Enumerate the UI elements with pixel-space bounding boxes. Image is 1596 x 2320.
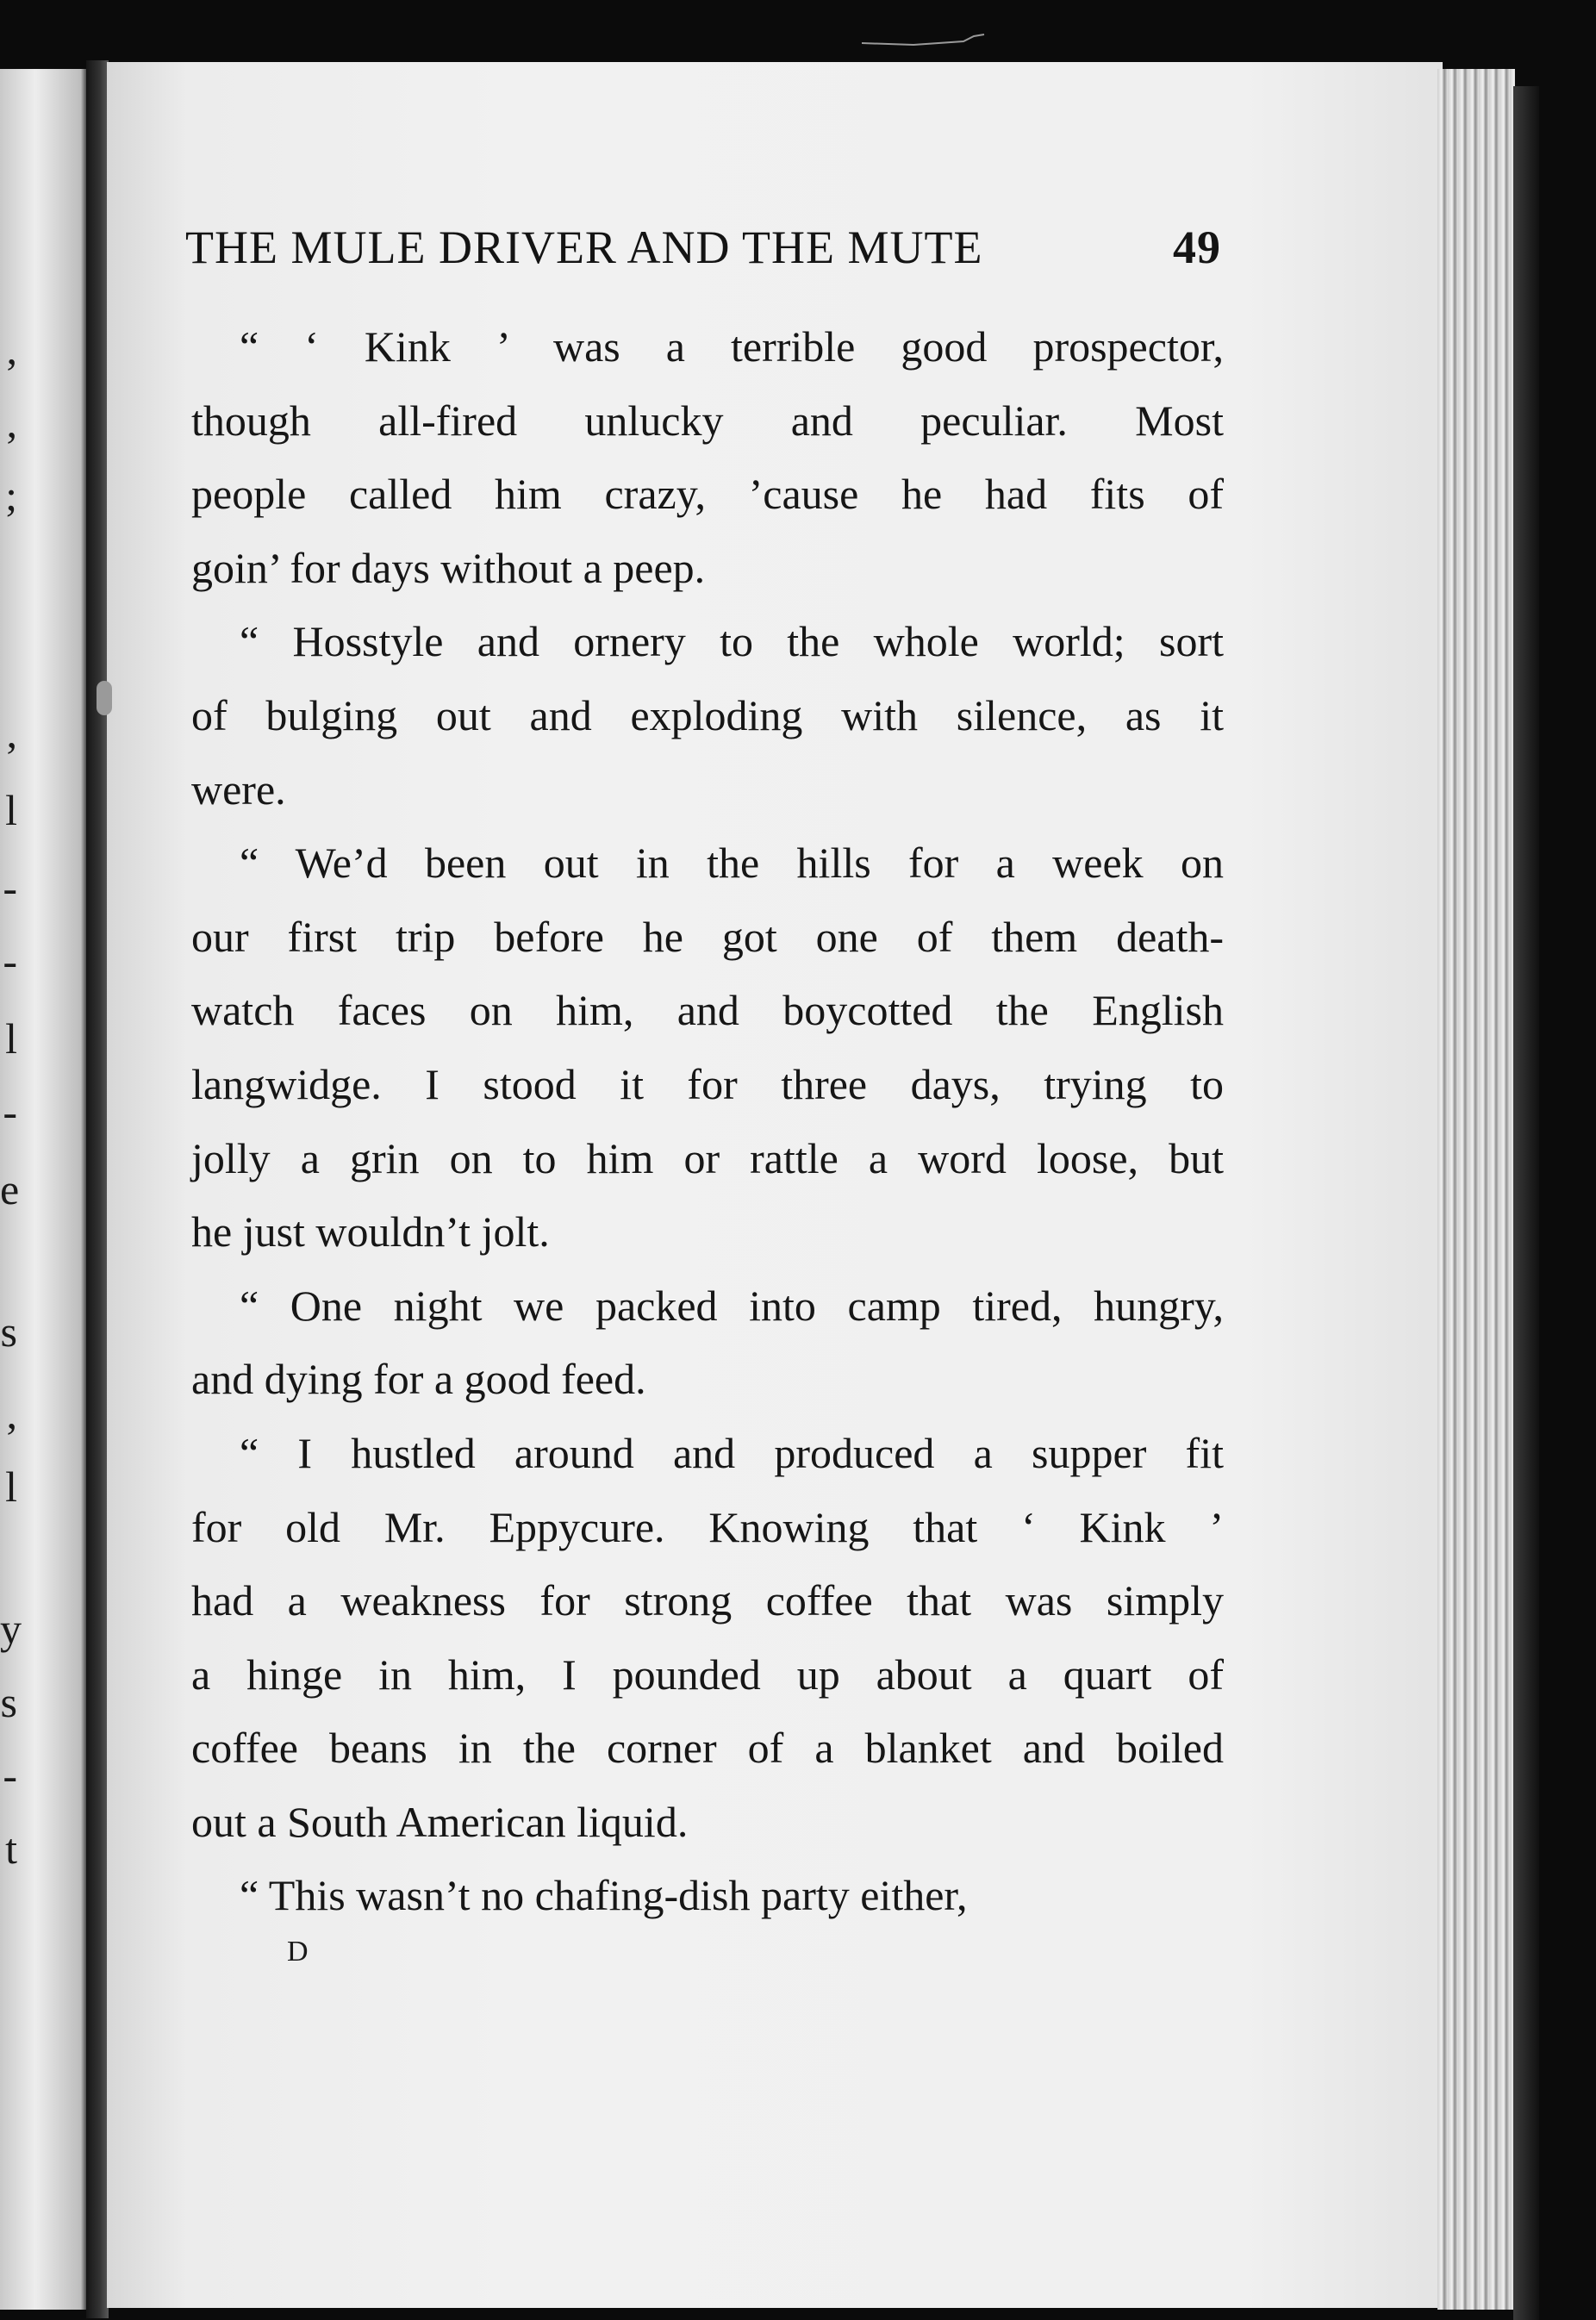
facing-page-glyph: t (5, 1824, 17, 1873)
top-ink-mark (862, 33, 991, 48)
paragraph-1-line-4: goin’ for days without a peep. (191, 543, 706, 592)
facing-page-glyph: ; (5, 471, 17, 520)
paragraph-3-line-3: watch faces on him, and boycotted the English (191, 986, 1224, 1035)
paragraph-3-line-4: langwidge. I stood it for three days, trying to (191, 1059, 1224, 1108)
paragraph-5-line-1: “ I hustled around and produced a supper fit (240, 1428, 1224, 1477)
paragraph-5-line-5: coffee beans in the corner of a blanket and boiled (191, 1724, 1224, 1773)
facing-page-glyph: , (6, 325, 17, 373)
paragraph-4-line-2: and dying for a good feed. (191, 1355, 646, 1404)
paragraph-2-line-3: were. (191, 764, 286, 814)
paragraph-3-line-5: jolly a grin on to him or rattle a word loose, but (191, 1133, 1224, 1182)
paragraph-1-line-3: people called him crazy, ’cause he had fits of (191, 470, 1224, 519)
paragraph-3-line-6: he just wouldn’t jolt. (191, 1207, 550, 1257)
book-cover-edge (1513, 86, 1539, 2320)
book-gutter (86, 60, 109, 2318)
facing-page-glyph: , (6, 708, 17, 757)
paragraph-5-line-3: had a weakness for strong coffee that was simply (191, 1576, 1224, 1625)
facing-page-glyph: - (3, 937, 17, 985)
facing-page-glyph: s (0, 1678, 17, 1726)
page-blemish (97, 681, 112, 715)
paragraph-3-line-2: our first trip before he got one of them death- (191, 912, 1224, 961)
paragraph-5-line-6: out a South American liquid. (191, 1797, 689, 1846)
paragraph-1-line-1: “ ‘ Kink ’ was a terrible good prospector, (240, 322, 1224, 371)
facing-page-glyph: - (3, 1751, 17, 1799)
paragraph-5-line-4: a hinge in him, I pounded up about a quart of (191, 1650, 1224, 1699)
page-number: 49 (1173, 221, 1221, 273)
facing-page-glyph: - (3, 1088, 17, 1136)
paragraph-5-line-2: for old Mr. Eppycure. Knowing that ‘ Kink ’ (191, 1502, 1224, 1551)
paragraph-2-line-1: “ Hosstyle and ornery to the whole world; sort (240, 617, 1224, 666)
facing-page-glyph: - (3, 864, 17, 912)
facing-page-glyph: s (0, 1307, 17, 1356)
facing-page-glyph: l (5, 786, 17, 834)
facing-page-glyph: , (6, 1389, 17, 1438)
facing-page-glyph: e (0, 1165, 20, 1213)
paragraph-4-line-1: “ One night we packed into camp tired, hungry, (240, 1281, 1224, 1330)
facing-page-glyph: y (0, 1605, 22, 1653)
paragraph-3-line-1: “ We’d been out in the hills for a week on (240, 839, 1224, 888)
signature-mark: D (287, 1936, 309, 1968)
paragraph-1-line-2: though all-fired unlucky and peculiar. Most (191, 396, 1224, 445)
running-head (185, 217, 1219, 278)
paragraph-2-line-2: of bulging out and exploding with silence, as it (191, 690, 1224, 739)
facing-page-glyphs (0, 69, 22, 2310)
facing-page-glyph: , (6, 398, 17, 446)
facing-page-edge (0, 69, 88, 2310)
running-title: THE MULE DRIVER AND THE MUTE (185, 221, 983, 273)
page-stack-edges (1437, 69, 1515, 2310)
paragraph-6-line-1: “ This wasn’t no chafing-dish party either, (240, 1871, 968, 1920)
body-text (191, 310, 1224, 1933)
facing-page-glyph: l (5, 1014, 17, 1063)
facing-page-glyph: l (5, 1462, 17, 1511)
